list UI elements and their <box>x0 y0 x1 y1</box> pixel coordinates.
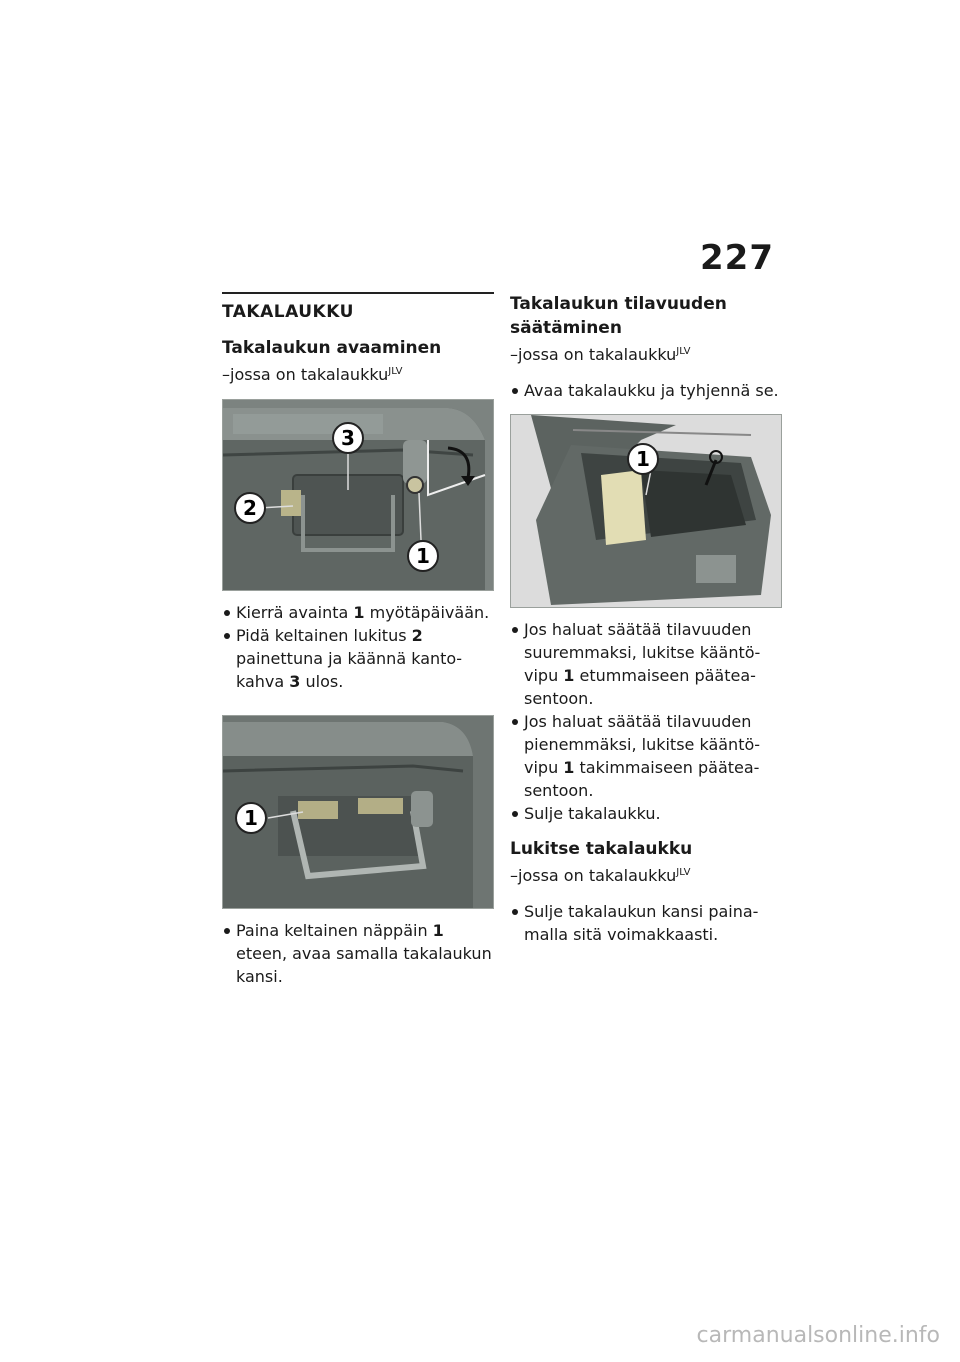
equipment-code: JLV <box>388 366 403 377</box>
list-item: Kierrä avainta 1 myötäpäivään. <box>222 601 494 624</box>
list-item: Avaa takalaukku ja tyhjennä se. <box>510 379 782 402</box>
list-item: Jos haluat säätää tilavuuden pienemmäksi, lukitse kääntövipu 1 takimmaiseen pääteasentoon. <box>510 710 782 802</box>
figure-volume-lever-illustration <box>511 415 781 607</box>
list-item: Jos haluat säätää tilavuuden suuremmaksi, lukitse kääntövipu 1 etummaiseen pääteasentoon. <box>510 618 782 710</box>
left-column <box>222 292 494 1000</box>
figure-open-handle <box>222 399 494 591</box>
equipment-code: JLV <box>676 346 691 357</box>
watermark: carmanualsonline.info <box>696 1323 940 1348</box>
callout-1: 1 <box>416 544 430 568</box>
list-item: Sulje takalaukun kansi painamalla sitä voimakkaasti. <box>510 900 782 946</box>
callout-1: 1 <box>636 447 650 471</box>
page-number: 227 <box>700 238 774 278</box>
figure-volume-lever <box>510 414 782 608</box>
open-heading: Takalaukun avaaminen <box>222 338 442 358</box>
volume-heading: Takalaukun tilavuuden säätäminen <box>510 294 727 338</box>
list-item: Paina keltainen näppäin 1 eteen, avaa samalla takalaukun kansi. <box>222 919 494 988</box>
open-note: –jossa on takalaukku$^{JLV}$ <box>222 365 403 384</box>
open-steps-1 <box>222 601 494 693</box>
volume-steps-2 <box>510 618 782 825</box>
figure-open-handle-illustration <box>223 400 493 590</box>
callout-2: 2 <box>243 496 257 520</box>
list-item: Pidä keltainen lukitus 2 painettuna ja käännä kantokahva 3 ulos. <box>222 624 494 693</box>
open-steps-2 <box>222 919 494 988</box>
lock-note: –jossa on takalaukku$^{JLV}$ <box>510 866 691 885</box>
volume-note: –jossa on takalaukku$^{JLV}$ <box>510 345 691 364</box>
list-item: Sulje takalaukku. <box>510 802 782 825</box>
equipment-code: JLV <box>676 867 691 878</box>
lock-steps <box>510 900 782 946</box>
volume-steps-1 <box>510 379 782 402</box>
callout-3: 3 <box>341 426 355 450</box>
section-rule <box>222 292 494 294</box>
lock-heading: Lukitse takalaukku <box>510 839 693 859</box>
callout-1: 1 <box>244 806 258 830</box>
figure-lift-lid <box>222 715 494 909</box>
figure-lift-lid-illustration <box>223 716 493 908</box>
right-column <box>510 292 782 958</box>
section-title: TAKALAUKKU <box>222 302 354 322</box>
